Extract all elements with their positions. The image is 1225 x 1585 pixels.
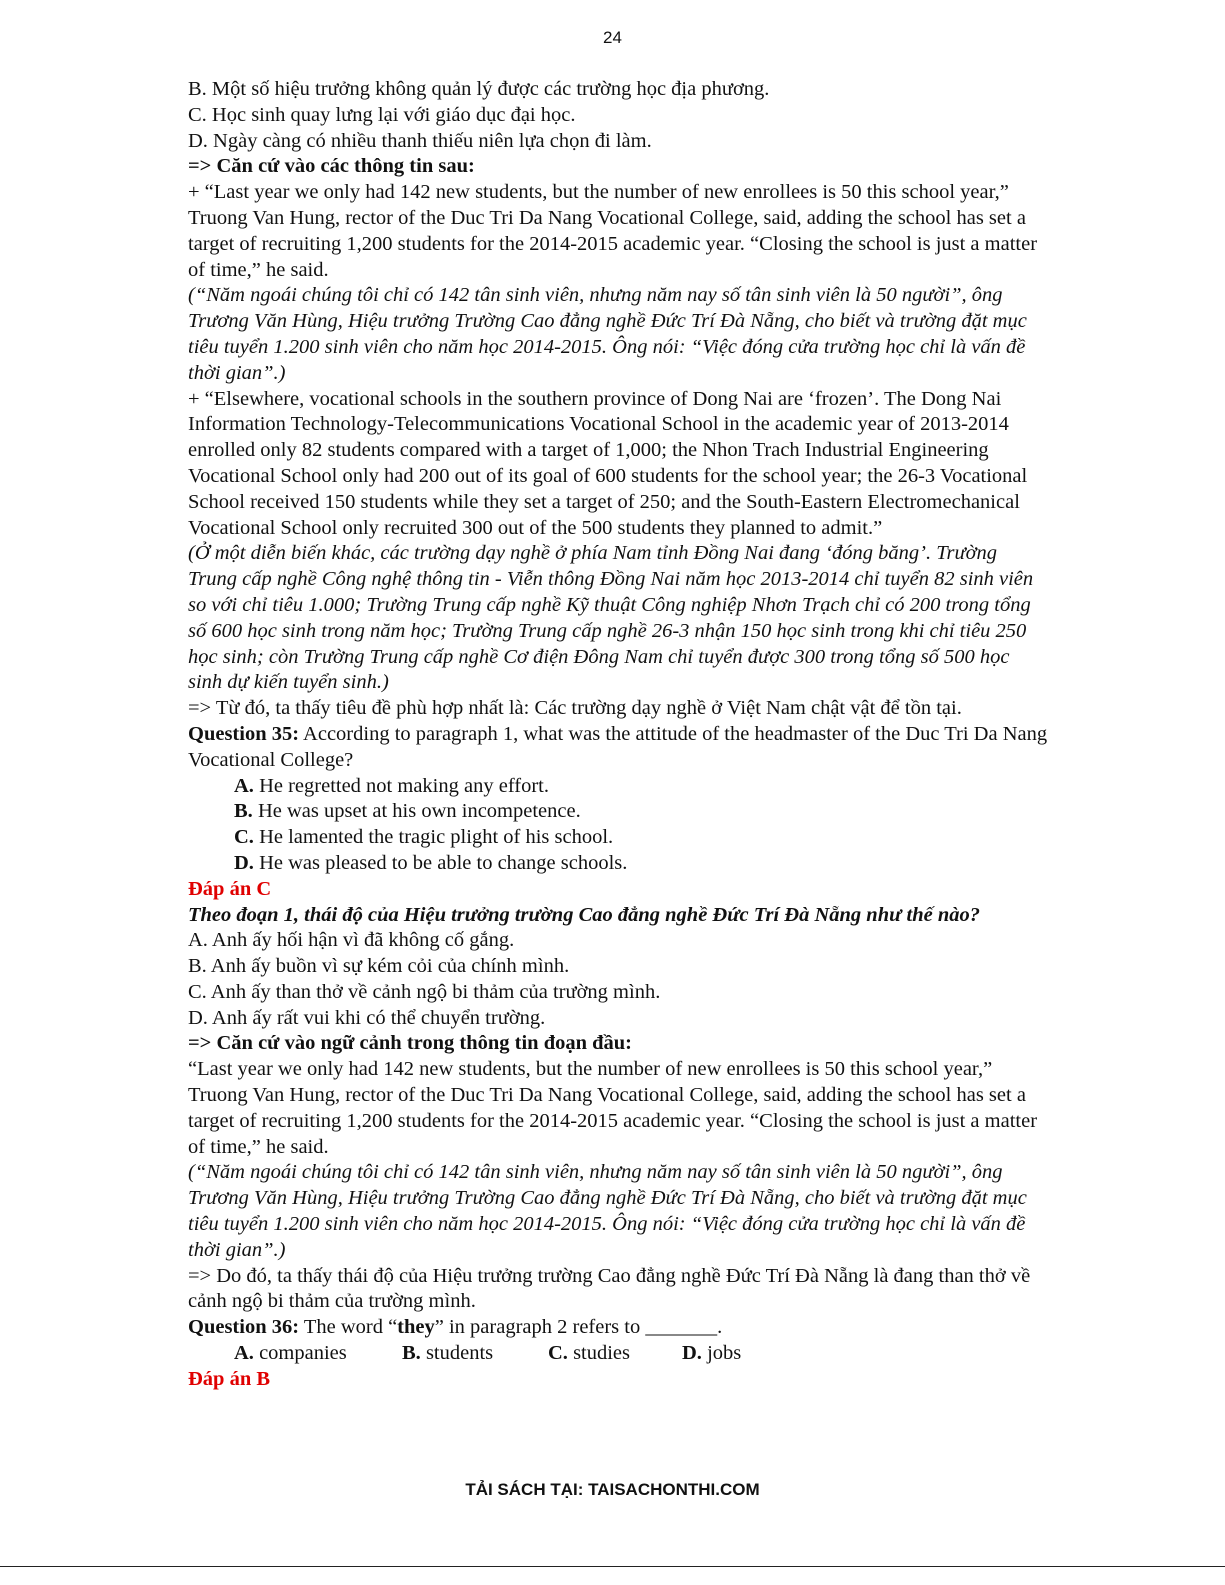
option-text: studies (567, 1342, 631, 1365)
q35-evidence-heading: => Căn cứ vào ngữ cảnh trong thông tin đoạn đầu: (188, 1032, 633, 1055)
q35-quote-vietnamese: (“Năm ngoái chúng tôi chỉ có 142 tân sinh viên, nhưng năm nay số tân sinh viên là 50 người”, ông Trương Văn Hùng, Hiệu trưởng Trường Cao đẳng nghề Đức Trí Đà Nẵng, cho biết và trường đặt mục tiêu tuyển 1.200 sinh viên cho năm học 2014-2015. Ông nói: “Việc đóng cửa trường học chỉ là vấn đề thời gian”.) (188, 1161, 1027, 1261)
option-text: He lamented the tragic plight of his school. (253, 826, 614, 849)
option-text: He regretted not making any effort. (253, 774, 549, 797)
option-letter: B. (402, 1342, 421, 1365)
page-number: 24 (603, 28, 622, 47)
q35-answer: Đáp án C (188, 877, 272, 900)
option-text: He was pleased to be able to change schools. (253, 851, 628, 874)
prev-option-d: D. Ngày càng có nhiều thanh thiếu niên lựa chọn đi làm. (188, 129, 652, 152)
question-36-keyword: they (397, 1316, 435, 1339)
q35-option-d (188, 851, 1048, 877)
option-letter: D. (682, 1342, 702, 1365)
q36-answer: Đáp án B (188, 1367, 271, 1390)
option-letter: C. (548, 1342, 568, 1365)
question-36 (188, 1315, 1048, 1341)
question-36-text-end: ” in paragraph 2 refers to _______. (434, 1316, 723, 1339)
option-letter: B. (234, 800, 253, 823)
prev-option-c: C. Học sinh quay lưng lại với giáo dục đại học. (188, 103, 576, 126)
q35-quote-english: “Last year we only had 142 new students, but the number of new enrollees is 50 this school year,” Truong Van Hung, rector of the Duc Tri Da Nang Vocational College, said, adding the school has set a target of recruiting 1,200 students for the 2014-2015 academic year. “Closing the school is just a matter of time,” he said. (188, 1058, 1038, 1158)
bottom-divider (0, 1566, 1225, 1567)
option-text: companies (253, 1342, 347, 1365)
conclusion-q34: => Từ đó, ta thấy tiêu đề phù hợp nhất là: Các trường dạy nghề ở Việt Nam chật vật để tồn tại. (188, 697, 962, 720)
q36-option-b (402, 1341, 548, 1367)
option-letter: C. (234, 826, 254, 849)
q36-option-a (234, 1341, 402, 1367)
q36-options (188, 1341, 1048, 1367)
prev-option-b: B. Một số hiệu trưởng không quản lý được các trường học địa phương. (188, 78, 770, 100)
quote1-english: + “Last year we only had 142 new students, but the number of new enrollees is 50 this school year,” Truong Van Hung, rector of the Duc Tri Da Nang Vocational College, said, adding the school has set a target of recruiting 1,200 students for the 2014-2015 academic year. “Closing the school is just a matter of time,” he said. (188, 181, 1038, 281)
option-letter: A. (234, 774, 254, 797)
q36-option-d (682, 1341, 741, 1367)
option-letter: D. (234, 851, 254, 874)
option-text: He was upset at his own incompetence. (252, 800, 581, 823)
option-letter: A. (234, 1342, 254, 1365)
quote2-english: + “Elsewhere, vocational schools in the southern province of Dong Nai are ‘frozen’. The Dong Nai Information Technology-Telecommunications Vocational School in the academic year of 2013-2014 enrolled only 82 students compared with a target of 1,000; the Nhon Trach Industrial Engineering Vocational School only had 200 out of its goal of 600 students for the school year; the 26-3 Vocational School received 150 students while they set a target of 250; and the South-Eastern Electromechanical Vocational School only recruited 300 out of the 500 students they planned to admit.” (188, 387, 1028, 539)
q35-translation-option-d: D. Anh ấy rất vui khi có thể chuyển trường. (188, 1006, 546, 1029)
evidence-heading: => Căn cứ vào các thông tin sau: (188, 155, 475, 178)
q35-option-a (188, 774, 1048, 800)
question-35 (188, 722, 1048, 774)
quote1-vietnamese: (“Năm ngoái chúng tôi chỉ có 142 tân sinh viên, nhưng năm nay số tân sinh viên là 50 người”, ông Trương Văn Hùng, Hiệu trưởng Trường Cao đẳng nghề Đức Trí Đà Nẵng, cho biết và trường đặt mục tiêu tuyển 1.200 sinh viên cho năm học 2014-2015. Ông nói: “Việc đóng cửa trường học chỉ là vấn đề thời gian”.) (188, 284, 1027, 384)
q35-translation-question: Theo đoạn 1, thái độ của Hiệu trưởng trường Cao đẳng nghề Đức Trí Đà Nẵng như thế nào? (188, 903, 980, 926)
q35-option-b (188, 799, 1048, 825)
question-36-label: Question 36: (188, 1316, 300, 1339)
question-35-text: According to paragraph 1, what was the attitude of the headmaster of the Duc Tri Da Nang Vocational College? (188, 722, 1048, 771)
q36-option-c (548, 1341, 682, 1367)
q35-conclusion: => Do đó, ta thấy thái độ của Hiệu trưởng trường Cao đẳng nghề Đức Trí Đà Nẵng là đang than thở về cảnh ngộ bi thảm của trường mình. (188, 1264, 1031, 1313)
question-35-label: Question 35: (188, 722, 300, 745)
quote2-vietnamese: (Ở một diễn biến khác, các trường dạy nghề ở phía Nam tỉnh Đồng Nai đang ‘đóng băng’. Trường Trung cấp nghề Công nghệ thông tin - Viễn thông Đồng Nai năm học 2013-2014 chỉ tuyển 82 sinh viên so với chỉ tiêu 1.000; Trường Trung cấp nghề Kỹ thuật Công nghiệp Nhơn Trạch chỉ có 200 trong tổng số 600 học sinh trong năm học; Trường Trung cấp nghề 26-3 nhận 150 học sinh trong khi chỉ tiêu 250 học sinh; còn Trường Trung cấp nghề Cơ điện Đông Nam chỉ tuyển được 300 trong tổng số 500 học sinh dự kiến tuyển sinh.) (188, 542, 1034, 694)
q35-option-c (188, 825, 1048, 851)
q35-translation-option-b: B. Anh ấy buồn vì sự kém cỏi của chính mình. (188, 955, 570, 978)
question-36-text: The word “ (299, 1316, 398, 1339)
document-body (188, 77, 1048, 1393)
q35-translation-option-a: A. Anh ấy hối hận vì đã không cố gắng. (188, 929, 515, 952)
footer-link[interactable]: TẢI SÁCH TẠI: TAISACHONTHI.COM (465, 1480, 760, 1499)
option-text: students (420, 1342, 494, 1365)
option-text: jobs (701, 1342, 742, 1365)
q35-translation-option-c: C. Anh ấy than thở về cảnh ngộ bi thảm của trường mình. (188, 980, 661, 1003)
